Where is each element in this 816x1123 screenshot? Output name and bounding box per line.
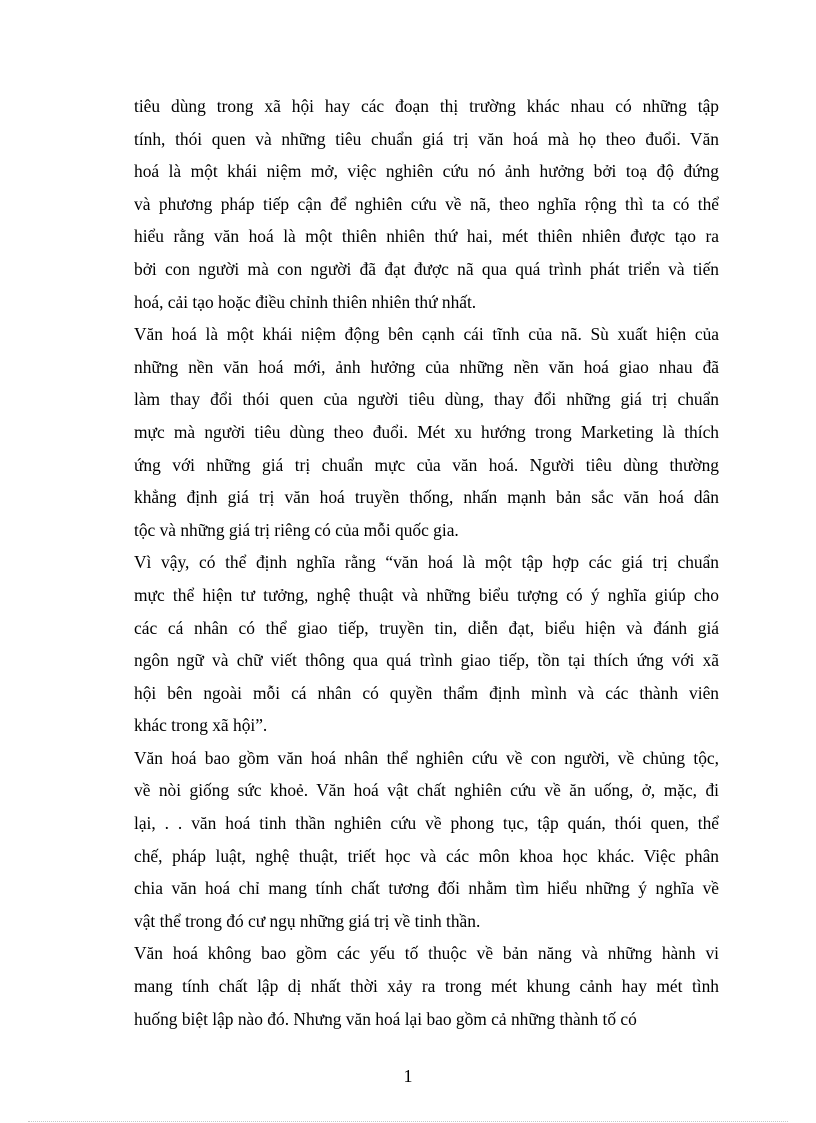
text-line: hoá là một khái niệm mở, việc nghiên cứu nó ảnh hưởng bởi toạ độ đứng <box>134 161 719 182</box>
text-line: mực mà người tiêu dùng theo đuổi. Mét xu hướng trong Marketing là thích <box>134 421 719 442</box>
text-line: ngôn ngữ và chữ viết thông qua quá trình giao tiếp, tồn tại thích ứng với xã <box>134 650 719 671</box>
text-line: những nền văn hoá mới, ảnh hưởng của những nền văn hoá giao nhau đã <box>134 356 719 377</box>
paragraph <box>134 742 719 938</box>
text-line: hoá, cải tạo hoặc điều chỉnh thiên nhiên thứ nhất. <box>134 291 477 312</box>
text-line: các cá nhân có thể giao tiếp, truyền tin, diễn đạt, biểu hiện và đánh giá <box>134 617 719 638</box>
text-line: huống biệt lập nào đó. Nhưng văn hoá lại bao gồm cả những thành tố có <box>134 1008 637 1029</box>
text-line: Vì vậy, có thể định nghĩa rằng “văn hoá là một tập hợp các giá trị chuẩn <box>134 552 719 573</box>
paragraph <box>134 937 719 1035</box>
text-line: chia văn hoá chỉ mang tính chất tương đối nhằm tìm hiểu những ý nghĩa về <box>134 878 719 899</box>
text-line: Văn hoá không bao gồm các yếu tố thuộc về bản năng và những hành vi <box>134 943 719 964</box>
paragraph <box>134 90 719 318</box>
text-line: Văn hoá bao gồm văn hoá nhân thể nghiên cứu về con người, về chủng tộc, <box>134 747 719 768</box>
text-line: về nòi giống sức khoẻ. Văn hoá vật chất nghiên cứu về ăn uống, ở, mặc, đi <box>134 780 719 801</box>
text-line: khác trong xã hội”. <box>134 715 268 736</box>
page-number: 1 <box>403 1066 413 1086</box>
text-line: hiểu rằng văn hoá là một thiên nhiên thứ hai, mét thiên nhiên được tạo ra <box>134 226 719 247</box>
text-line: khẳng định giá trị văn hoá truyền thống, nhấn mạnh bản sắc văn hoá dân <box>134 487 719 508</box>
text-line: ứng với những giá trị chuẩn mực của văn hoá. Người tiêu dùng thường <box>134 454 719 475</box>
text-line: chế, pháp luật, nghệ thuật, triết học và các môn khoa học khác. Việc phân <box>134 845 719 866</box>
text-line: lại, . . văn hoá tinh thần nghiên cứu về phong tục, tập quán, thói quen, thể <box>134 813 719 834</box>
text-line: bởi con người mà con người đã đạt được nã qua quá trình phát triển và tiến <box>134 258 719 279</box>
text-line: hội bên ngoài mỗi cá nhân có quyền thẩm định mình và các thành viên <box>134 682 719 703</box>
text-line: mang tính chất lập dị nhất thời xảy ra trong mét khung cảnh hay mét tình <box>134 976 719 997</box>
text-line: và phương pháp tiếp cận để nghiên cứu về nã, theo nghĩa rộng thì ta có thể <box>134 193 719 214</box>
footer-divider <box>28 1121 788 1122</box>
text-line: mực thể hiện tư tưởng, nghệ thuật và những biểu tượng có ý nghĩa giúp cho <box>134 584 719 605</box>
paragraph <box>134 318 719 546</box>
text-line: tiêu dùng trong xã hội hay các đoạn thị trường khác nhau có những tập <box>134 96 719 116</box>
text-line: tính, thói quen và những tiêu chuẩn giá trị văn hoá mà họ theo đuổi. Văn <box>134 128 719 149</box>
text-line: Văn hoá là một khái niệm động bên cạnh cái tĩnh của nã. Sù xuất hiện của <box>134 324 719 345</box>
paragraph <box>134 546 719 742</box>
text-body <box>134 90 719 1035</box>
text-line: làm thay đổi thói quen của người tiêu dùng, thay đổi những giá trị chuẩn <box>134 389 719 410</box>
text-line: vật thể trong đó cư ngụ những giá trị về tinh thần. <box>134 910 481 931</box>
text-line: tộc và những giá trị riêng có của mỗi quốc gia. <box>134 519 459 540</box>
